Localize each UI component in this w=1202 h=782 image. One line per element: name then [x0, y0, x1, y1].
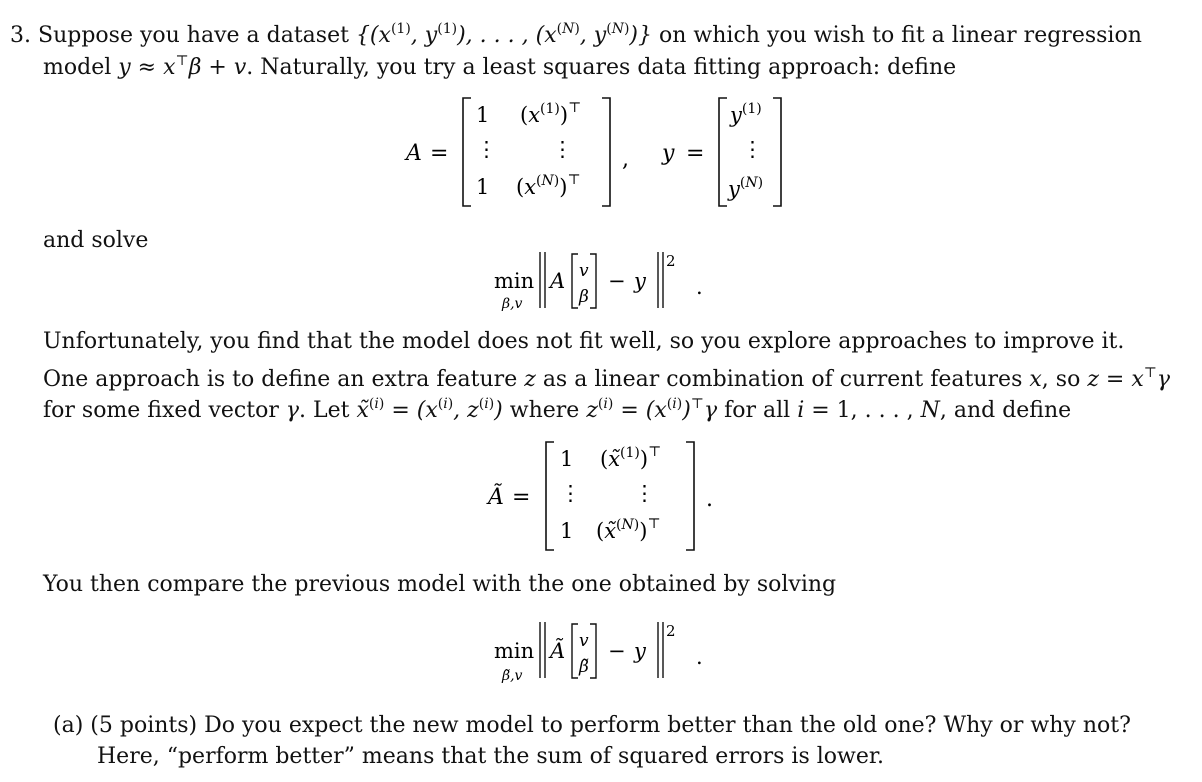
part-a-line-1 — [53, 711, 1131, 741]
svg-text:2: 2 — [666, 622, 676, 640]
svg-text:⋮: ⋮ — [560, 481, 581, 505]
svg-text:β: β — [579, 287, 589, 307]
svg-text:min: min — [494, 639, 535, 663]
para-text-3a: for some fixed vector — [43, 398, 279, 423]
intro-text-1b: on which you wish to fit a linear regression — [659, 23, 1142, 48]
svg-text:1: 1 — [560, 519, 574, 543]
part-a-label: (a) — [53, 713, 84, 738]
svg-text:(x̃(1))⊤: (x̃$^{(1)}$)⊤ — [600, 444, 662, 471]
para-text-2c: , so — [1041, 367, 1081, 392]
problem-line-2 — [43, 46, 956, 83]
svg-text:=: = — [430, 141, 449, 166]
svg-text:−: − — [608, 639, 626, 663]
para-text-3e: , and define — [939, 398, 1072, 423]
part-a-points: (5 points) — [90, 713, 198, 738]
para-text-3d: for all — [724, 398, 791, 423]
svg-text:⋮: ⋮ — [634, 481, 655, 505]
svg-text:y(N): y(N) — [728, 175, 764, 201]
svg-text:(x̃(N))⊤: (x̃(N))⊤ — [596, 516, 661, 543]
svg-text:Ã: Ã — [550, 639, 566, 663]
svg-text:2: 2 — [666, 252, 676, 270]
svg-text:y: y — [634, 269, 646, 293]
svg-text:1: 1 — [560, 447, 574, 471]
part-a-note: Here, “perform better” means that the sum of squared errors is lower. — [97, 744, 884, 769]
svg-text:,: , — [622, 147, 629, 172]
svg-text:1: 1 — [476, 103, 490, 127]
model-math: y ≈ x⊤β + v — [118, 53, 247, 80]
para-text-2a: One approach is to define an extra feature — [43, 367, 518, 392]
svg-text:Ã: Ã — [488, 485, 504, 510]
svg-text:=: = — [512, 485, 531, 510]
para-line-3: for some fixed vector γ. Let x̃$^{(i)}$ = ($x^{(i)}$, $z^{(i)}$) where $z^{(i)} = (x^{(i)})^⊤\gamma$ for all i = 1, . . . , N, and define — [43, 396, 1072, 423]
svg-text:y: y — [634, 639, 646, 663]
para-text-3b: . Let — [299, 398, 350, 423]
matrix-a-equation — [400, 92, 800, 212]
svg-text:A: A — [550, 269, 566, 293]
matrix-a-tilde-equation — [484, 434, 724, 556]
svg-text:min: min — [494, 269, 535, 293]
svg-text:(x(1))⊤: $(x^{(1)})^⊤$ — [520, 100, 582, 127]
svg-text:y(1): $y^{(1)}$ — [730, 101, 762, 127]
intro-text-1a: Suppose you have a dataset — [38, 23, 349, 48]
svg-text:⋮: ⋮ — [742, 137, 763, 161]
compare-text: You then compare the previous model with the one obtained by solving — [43, 572, 837, 597]
dataset-math: {($x^{(1)}$, $y^{(1)}$), . . . , ($x^{(N)}$, $y^{(N)}$)} — [355, 21, 653, 48]
para-line-1: Unfortunately, you find that the model does not fit well, so you explore approaches to improve it. — [43, 329, 1125, 354]
para-line-2: One approach is to define an extra feature z as a linear combination of current features x, so z = x⊤γ — [43, 365, 1171, 392]
svg-text:v: v — [579, 631, 589, 651]
svg-text:y: y — [662, 141, 675, 166]
svg-text:β,v: β,v — [502, 296, 523, 312]
para-text-2b: as a linear combination of current features — [542, 367, 1023, 392]
problem-number: 3. — [10, 23, 31, 48]
min-objective-2 — [490, 616, 720, 690]
svg-text:A: A — [406, 141, 422, 166]
para-text-3c: where — [509, 398, 580, 423]
svg-text:v: v — [579, 261, 589, 281]
svg-text:β̃: β̃ — [579, 657, 589, 677]
svg-text:(x(N))⊤: (x(N))⊤ — [516, 172, 581, 199]
svg-text:.: . — [696, 275, 703, 299]
svg-text:⋮: ⋮ — [552, 137, 573, 161]
svg-text:.: . — [696, 645, 703, 669]
and-solve-text: and solve — [43, 228, 149, 253]
svg-text:β̃,v: β̃,v — [502, 668, 523, 684]
intro-text-2b: . Naturally, you try a least squares data fitting approach: define — [246, 55, 957, 80]
min-objective-1 — [490, 246, 720, 318]
svg-text:=: = — [686, 141, 705, 166]
intro-text-2a: model — [43, 55, 112, 80]
svg-text:⋮: ⋮ — [476, 137, 497, 161]
svg-text:.: . — [706, 487, 713, 512]
svg-text:−: − — [608, 269, 626, 293]
part-a-question: Do you expect the new model to perform better than the old one? Why or why not? — [204, 713, 1131, 738]
svg-text:1: 1 — [476, 175, 490, 199]
